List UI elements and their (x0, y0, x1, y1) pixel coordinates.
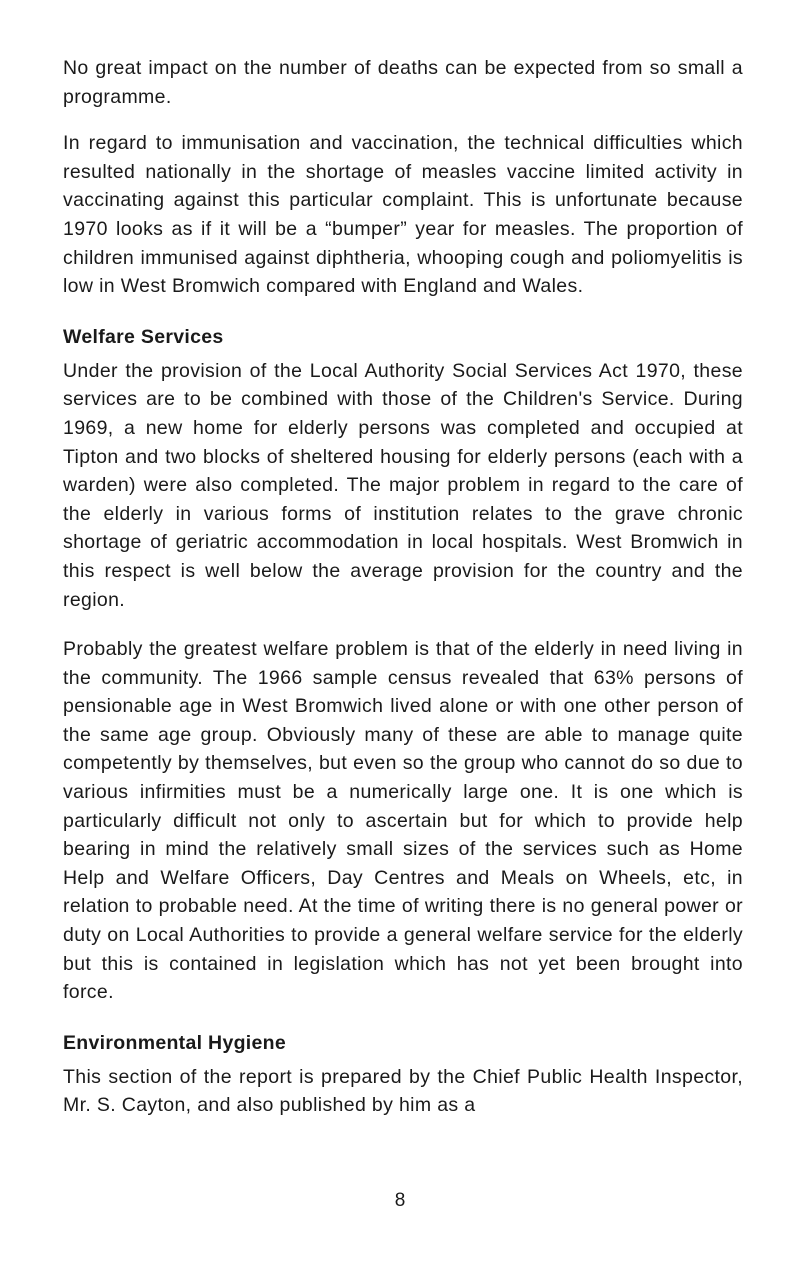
paragraph-welfare-provision: Under the provision of the Local Authority Social Services Act 1970, these services are to be combined with those of the Children's Service. During 1969, a new home for elderly persons was completed and occupied at Tipton and two blocks of sheltered housing for elderly persons (each with a warden) were also completed. The major problem in regard to the care of the elderly in various forms of institution relates to the grave chronic shortage of geriatric accommodation in local hospitals. West Bromwich in this respect is well below the average provision for the country and the region. (63, 359, 743, 611)
paragraph-immunisation: In regard to immunisation and vaccination, the technical difficulties which resulted nationally in the shortage of measles vaccine limited activity in vaccinating against this particular complaint. This is unfortunate because 1970 looks as if it will be a “bumper” year for measles. The proportion of children immunised against diphtheria, whooping cough and poliomyelitis is low in West Bromwich compared with England and Wales. (63, 132, 743, 298)
heading-welfare-services: Welfare Services (63, 325, 224, 348)
paragraph-environmental-hygiene: This section of the report is prepared by the Chief Public Health Inspector, Mr. S. Cayton, and also published by him as a (63, 1065, 743, 1117)
page-number: 8 (394, 1190, 406, 1211)
heading-environmental-hygiene: Environmental Hygiene (63, 1031, 287, 1054)
paragraph-deaths-impact: No great impact on the number of deaths can be expected from so small a programme. (63, 57, 743, 108)
paragraph-elderly-welfare: Probably the greatest welfare problem is that of the elderly in need living in the community. The 1966 sample census revealed that 63% persons of pensionable age in West Bromwich lived alone or with one other person of the same age group. Obviously many of these are able to manage quite competently by themselves, but even so the group who cannot do so due to various infirmities must be a numerically large one. It is one which is particularly difficult not only to ascertain but for which to provide help bearing in mind the relatively small sizes of the services such as Home Help and Welfare Officers, Day Centres and Meals on Wheels, etc, in relation to probable need. At the time of writing there is no general power or duty on Local Authorities to provide a general welfare service for the elderly but this is contained in legislation which has not yet been brought into force. (63, 638, 743, 1004)
document-page (63, 54, 743, 1120)
